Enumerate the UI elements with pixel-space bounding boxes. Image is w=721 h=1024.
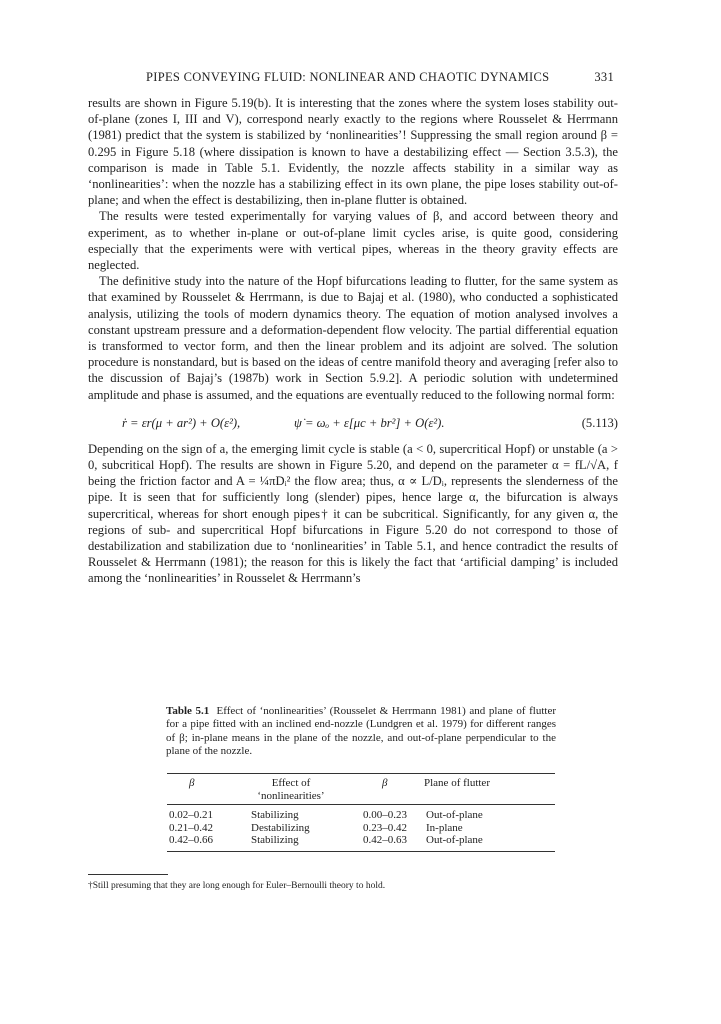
table-header-row: [167, 774, 555, 804]
cell-beta-range-1: 0.42–0.66: [169, 834, 213, 847]
paragraph-4: Depending on the sign of a, the emerging limit cycle is stable (a < 0, supercritical Hopf) or unstable (a > 0, subcritical Hopf). The results are shown in Figure 5.20, and depend on the parameter α = fL/√A, f being the friction factor and A = ¼πDᵢ² the flow area; thus, α ∝ L/Dᵢ, represents the slenderness of the pipe. It is seen that for sufficiently long (slender) pipes, hence large α, the bifurcation is always supercritical, whereas for short enough pipes† it can be subcritical. Significantly, for any given α, the regions of sub- and supercritical Hopf bifurcations in Figure 5.20 do not correspond to those of destabilization and stabilization due to ‘nonlinearities’ in Table 5.1, and hence contradict the results of Rousselet & Herrmann (1981); the reason for this is likely the fact that ‘artificial damping’ is included among the ‘nonlinearities’ in Rousselet & Herrmann’s: [88, 441, 618, 586]
header-effect: Effect of ‘nonlinearities’: [257, 777, 325, 802]
table-row: [167, 822, 555, 835]
equation-5-113: [88, 413, 618, 433]
running-header: [86, 70, 626, 90]
cell-plane: In-plane: [426, 821, 463, 834]
header-beta-1: β: [189, 777, 195, 789]
table-label: Table 5.1: [166, 705, 210, 717]
equation-radial: ṙ = εr(μ + ar²) + O(ε²),: [122, 415, 241, 430]
cell-beta-range-1: 0.02–0.21: [169, 809, 213, 821]
cell-beta-range-2: 0.00–0.23: [363, 809, 407, 821]
table-caption-text: Effect of ‘nonlinearities’ (Rousselet & Herrmann 1981) and plane of flutter for a pipe fitted with an inclined end-nozzle (Lundgren et al. 1979) for different ranges of β; in-plane means in the plane of the nozzle, and out-of-plane perpendicular to the plane of the nozzle.: [166, 705, 556, 758]
table-row: [167, 834, 555, 847]
cell-effect: Stabilizing: [251, 834, 299, 847]
table-bottom-rule: [167, 851, 555, 852]
cell-beta-range-2: 0.23–0.42: [363, 821, 407, 834]
header-beta-2: β: [382, 777, 388, 789]
footnote: †Still presuming that they are long enough for Euler–Bernoulli theory to hold.: [88, 881, 386, 891]
table-row: [167, 809, 555, 822]
table-caption: [166, 705, 556, 759]
cell-effect: Stabilizing: [251, 809, 299, 821]
cell-plane: Out-of-plane: [426, 834, 483, 847]
cell-beta-range-2: 0.42–0.63: [363, 834, 407, 847]
header-plane: Plane of flutter: [424, 777, 490, 789]
table-body: [167, 805, 555, 851]
cell-plane: Out-of-plane: [426, 809, 483, 821]
paragraph-3: The definitive study into the nature of the Hopf bifurcations leading to flutter, for the same system as that examined by Rousselet & Herrmann, is due to Bajaj et al. (1980), who conducted a sophisticated analysis, utilizing the tools of modern dynamics theory. The equation of motion analysed involves a constant upstream pressure and a deformation-dependent flow velocity. The partial differential equation is transformed to vector form, and then the linear problem and its adjoint are solved. The solution procedure is nonstandard, but is based on the ideas of centre manifold theory and averaging [refer also to the discussion of Bajaj’s (1987b) work in Section 5.9.2]. A periodic solution with undetermined amplitude and phase is assumed, and the equations are eventually reduced to the following normal form:: [88, 274, 618, 402]
running-title: PIPES CONVEYING FLUID: NONLINEAR AND CHAOTIC DYNAMICS: [146, 70, 550, 84]
paragraph-2: The results were tested experimentally for varying values of β, and accord between theory and experiment, as to whether in-plane or out-of-plane limit cycles arise, is quite good, considering especially that the experiments were with vertical pipes, whereas in the theory gravity effects are neglected.: [88, 209, 618, 273]
page-number: 331: [594, 70, 614, 84]
cell-beta-range-1: 0.21–0.42: [169, 821, 213, 834]
cell-effect: Destabilizing: [251, 821, 310, 834]
equation-phase: ψ̇ = ωₒ + ε[μc + br²] + O(ε²).: [294, 415, 445, 430]
paragraph-1: results are shown in Figure 5.19(b). It is interesting that the zones where the system loses stability out-of-plane (zones I, III and V), correspond nearly exactly to the regions where Rousselet & Herrmann (1981) predict that the system is stabilized by ‘nonlinearities’! Suppressing the small region around β = 0.295 in Figure 5.18 (where dissipation is known to have a destabilizing effect — Section 3.5.3), the comparison is made in Table 5.1. Evidently, the nozzle affects stability in a similar way as ‘nonlinearities’: when the nozzle has a stabilizing effect in its own plane, the pipe loses stability out-of-plane; and when the effect is destabilizing, then in-plane flutter is obtained.: [88, 96, 618, 208]
table-5-1: [167, 773, 555, 852]
body-text: [88, 95, 618, 587]
footnote-rule: [88, 874, 168, 875]
equation-number: (5.113): [581, 415, 618, 430]
